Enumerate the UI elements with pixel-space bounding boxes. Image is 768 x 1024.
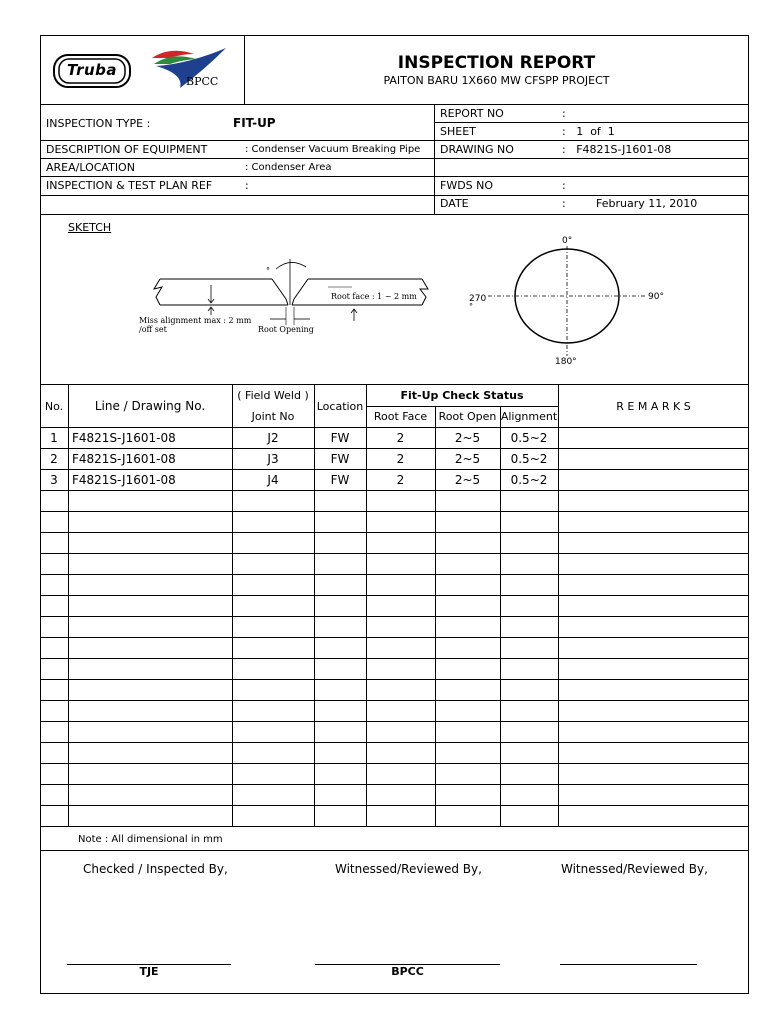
header-no: No. (44, 400, 64, 413)
cell-root-open: 2~5 (454, 431, 481, 445)
note-bottom-line (40, 850, 749, 851)
cell-root-open: 2~5 (454, 473, 481, 487)
project-subtitle: PAITON BARU 1X660 MW CFSPP PROJECT (383, 74, 610, 87)
equipment-label: DESCRIPTION OF EQUIPMENT (46, 143, 208, 156)
report-no-value: : (562, 107, 566, 120)
fitup-subheader-line (366, 406, 558, 407)
header-line-drawing: Line / Drawing No. (94, 399, 206, 413)
sheet-label: SHEET (440, 125, 476, 138)
header-location: Location (316, 400, 364, 413)
degree-90-label: 90° (648, 292, 664, 302)
table-row-line (40, 679, 749, 680)
degree-0-label: 0° (562, 236, 573, 246)
table-row-line (40, 700, 749, 701)
date-colon: : (562, 197, 566, 210)
table-column-line (232, 384, 233, 826)
offset-label: /off set (139, 325, 167, 334)
itp-value: : (245, 179, 249, 192)
header-fitup-status: Fit-Up Check Status (400, 389, 524, 402)
info-line (40, 158, 749, 159)
area-value: : Condenser Area (245, 162, 332, 173)
cell-line: F4821S-J1601-08 (72, 431, 176, 445)
bpcc-logo-text: BPCC (186, 75, 219, 88)
cell-no: 2 (50, 452, 58, 466)
table-header-line (40, 427, 749, 428)
truba-logo (52, 52, 132, 90)
header-root-open: Root Open (438, 410, 497, 423)
table-column-line (314, 384, 315, 826)
signatory-bpcc: BPCC (391, 965, 424, 978)
header-root-face: Root Face (373, 410, 428, 423)
cell-line: F4821S-J1601-08 (72, 473, 176, 487)
cell-joint: J4 (267, 473, 279, 487)
degree-180-label: 180° (555, 357, 577, 367)
signature-line-3 (560, 964, 697, 965)
sheet-value: : 1 of 1 (562, 125, 615, 138)
cell-root-face: 2 (396, 473, 405, 487)
info-line (40, 195, 749, 196)
witnessed-by-label-1: Witnessed/Reviewed By, (335, 862, 482, 876)
note-text: Note : All dimensional in mm (78, 834, 223, 845)
info-divider (434, 104, 435, 214)
checked-by-label: Checked / Inspected By, (83, 862, 228, 876)
root-face-label: Root face : 1 ~ 2 mm (331, 292, 417, 301)
witnessed-by-label-2: Witnessed/Reviewed By, (561, 862, 708, 876)
table-column-line (68, 384, 69, 826)
report-title: INSPECTION REPORT (397, 53, 596, 73)
cell-location: FW (330, 452, 350, 466)
drawing-no-label: DRAWING NO (440, 143, 514, 156)
cell-location: FW (330, 431, 350, 445)
degree-270-mark: ° (469, 302, 473, 311)
table-row-line (40, 826, 749, 827)
inspection-type-label: INSPECTION TYPE : (46, 117, 151, 130)
cell-alignment: 0.5~2 (510, 431, 548, 445)
table-row-line (40, 595, 749, 596)
fwds-no-value: : (562, 179, 566, 192)
misalignment-label: Miss alignment max : 2 mm (139, 316, 252, 325)
table-row-line (40, 616, 749, 617)
pipe-orientation-diagram (470, 240, 670, 360)
table-column-line (366, 384, 367, 826)
table-column-line (435, 406, 436, 826)
inspection-type-value: FIT-UP (233, 116, 276, 130)
date-value: February 11, 2010 (596, 197, 698, 210)
info-line (40, 176, 749, 177)
truba-logo-text: Truba (67, 61, 118, 79)
cell-line: F4821S-J1601-08 (72, 452, 176, 466)
table-column-line (500, 406, 501, 826)
table-row-line (40, 490, 749, 491)
cell-no: 1 (50, 431, 58, 445)
cell-joint: J2 (267, 431, 279, 445)
cell-joint: J3 (267, 452, 279, 466)
info-line (40, 214, 749, 215)
cell-root-face: 2 (396, 431, 405, 445)
table-row-line (40, 805, 749, 806)
cell-no: 3 (50, 473, 58, 487)
table-row-line (40, 511, 749, 512)
cell-root-face: 2 (396, 452, 405, 466)
root-opening-label: Root Opening (258, 325, 314, 334)
header-remarks: R E M A R K S (616, 400, 691, 413)
cell-alignment: 0.5~2 (510, 452, 548, 466)
header-bottom-line (40, 104, 749, 105)
equipment-value: : Condenser Vacuum Breaking Pipe (245, 144, 421, 155)
header-alignment: Alignment (500, 410, 558, 423)
itp-label: INSPECTION & TEST PLAN REF (46, 179, 213, 192)
table-row-line (40, 742, 749, 743)
table-column-line (558, 384, 559, 826)
table-row-line (40, 448, 749, 449)
cell-alignment: 0.5~2 (510, 473, 548, 487)
angle-mark: ° (266, 266, 270, 275)
table-row-line (40, 658, 749, 659)
info-line (40, 140, 749, 141)
table-row-line (40, 721, 749, 722)
table-row-line (40, 532, 749, 533)
date-label: DATE (440, 197, 469, 210)
report-no-label: REPORT NO (440, 107, 504, 120)
table-row-line (40, 553, 749, 554)
fwds-no-label: FWDS NO (440, 179, 494, 192)
drawing-no-value: : F4821S-J1601-08 (562, 143, 672, 156)
area-label: AREA/LOCATION (46, 161, 135, 174)
cell-root-open: 2~5 (454, 452, 481, 466)
table-row-line (40, 574, 749, 575)
header-joint-no: Joint No (251, 410, 295, 423)
header-field-weld: ( Field Weld ) (237, 389, 309, 402)
info-line (434, 122, 749, 123)
table-top-line (40, 384, 749, 385)
table-row-line (40, 763, 749, 764)
table-row-line (40, 784, 749, 785)
cell-location: FW (330, 473, 350, 487)
sketch-label: SKETCH (68, 221, 112, 234)
signatory-tje: TJE (139, 965, 159, 978)
table-row-line (40, 469, 749, 470)
bpcc-logo (148, 44, 238, 94)
degree-270-label: 270 (469, 294, 487, 304)
table-row-line (40, 637, 749, 638)
